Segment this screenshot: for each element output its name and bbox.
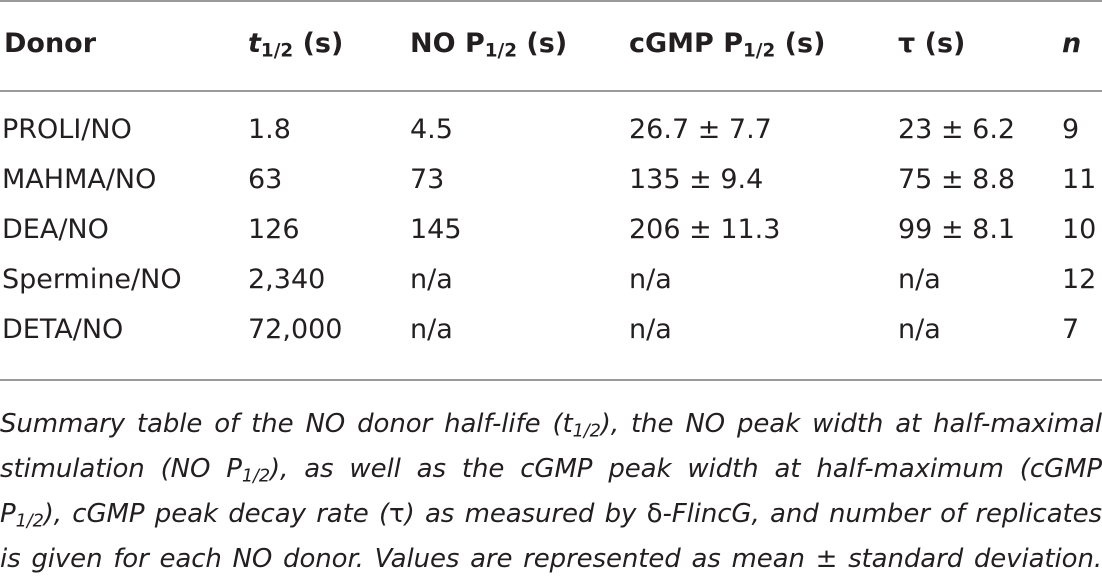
cell-tau: 75 ± 8.8 [898,164,1016,195]
cell-n: 7 [1062,314,1080,345]
cell-donor: DETA/NO [2,314,124,345]
cell-n: 10 [1062,214,1097,245]
cell-n: 12 [1062,264,1097,295]
header-donor: Donor [4,28,97,59]
cell-tau: 23 ± 6.2 [898,114,1016,145]
cell-cgmp-p-half: n/a [629,314,672,345]
cell-donor: Spermine/NO [2,264,182,295]
cell-no-p-half: n/a [410,264,453,295]
caption-line: $P_{1/2}$), cGMP peak decay rate (τ) as measured by δ-FlincG, and number of replicates [0,499,1102,532]
cell-n: 11 [1062,164,1097,195]
header-cgmp-p-half: cGMP $P_{1/2}$ (s) [629,28,826,62]
cell-t-half: 63 [248,164,283,195]
caption-line: is given for each NO donor. Values are represented as mean ± standard deviation. [0,544,1102,574]
caption-line: Summary table of the NO donor half-life $(t_{1/2})$, the NO peak width at half-maximal [0,409,1102,442]
cell-cgmp-p-half: 206 ± 11.3 [629,214,781,245]
cell-tau: 99 ± 8.1 [898,214,1016,245]
cell-cgmp-p-half: n/a [629,264,672,295]
cell-no-p-half: 73 [410,164,445,195]
header-tau: τ (s) [898,28,966,59]
cell-t-half: 126 [248,214,300,245]
cell-no-p-half: n/a [410,314,453,345]
table-bottom-rule [0,379,1102,381]
table-header-rule [0,90,1102,92]
cell-t-half: 1.8 [248,114,291,145]
header-no-p-half: NO $P_{1/2}$ (s) [410,28,568,62]
cell-tau: n/a [898,264,941,295]
cell-donor: PROLI/NO [2,114,132,145]
cell-t-half: 2,340 [248,264,326,295]
cell-n: 9 [1062,114,1080,145]
cell-no-p-half: 145 [410,214,462,245]
table-top-rule [0,0,1102,2]
cell-donor: MAHMA/NO [2,164,157,195]
cell-donor: DEA/NO [2,214,109,245]
header-t-half: $t_{1/2}$ (s) [248,28,344,62]
cell-cgmp-p-half: 135 ± 9.4 [629,164,764,195]
caption-line: stimulation (NO $P_{1/2}$), as well as the cGMP peak width at half-maximum (cGMP [0,454,1102,487]
cell-no-p-half: 4.5 [410,114,453,145]
header-n: n [1062,28,1082,59]
cell-t-half: 72,000 [248,314,343,345]
cell-tau: n/a [898,314,941,345]
cell-cgmp-p-half: 26.7 ± 7.7 [629,114,772,145]
